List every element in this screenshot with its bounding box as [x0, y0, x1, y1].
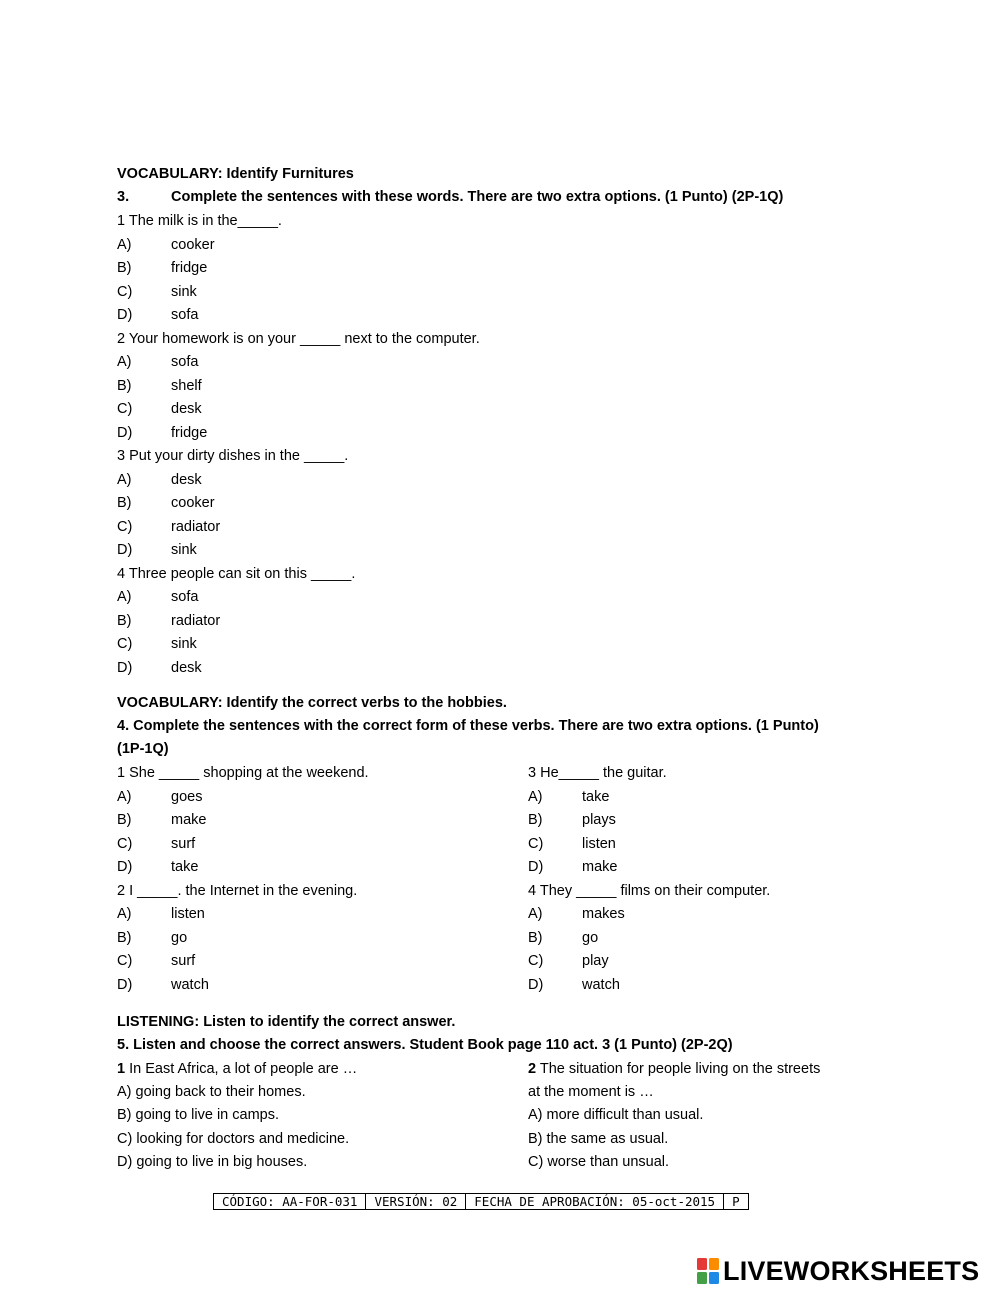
q4-3-option-d-letter: D): [528, 859, 544, 875]
q3-1-option-b-letter: B): [117, 260, 132, 276]
q3-1-option-d-letter: D): [117, 307, 133, 323]
q4-2-option-b-letter: B): [117, 930, 132, 946]
q3-3-option-a-letter: A): [117, 472, 132, 488]
q4-2-option-b[interactable]: go: [171, 930, 188, 946]
q4-1-option-a-letter: A): [117, 789, 132, 805]
footer-codigo: CÓDIGO: AA-FOR-031: [214, 1194, 366, 1210]
q5-2-text: The situation for people living on the streets: [536, 1061, 821, 1077]
q4-1-option-d[interactable]: take: [171, 859, 199, 875]
q4-2-option-d[interactable]: watch: [171, 977, 209, 993]
q3-4-option-c[interactable]: sink: [171, 636, 197, 652]
q3-1-option-d[interactable]: sofa: [171, 307, 199, 323]
section-4-instruction-cont: (1P-1Q): [117, 741, 169, 757]
q4-4-option-c-letter: C): [528, 953, 544, 969]
section-3-instruction: Complete the sentences with these words. There are two extra options. (1 Punto) (2P-1Q): [171, 189, 784, 205]
section-4-instruction: 4. Complete the sentences with the correct form of these verbs. There are two extra options. (1 Punto): [117, 718, 819, 734]
liveworksheets-logo: [697, 1256, 979, 1286]
q3-3-option-b[interactable]: cooker: [171, 495, 215, 511]
q5-2-prompt: [528, 1062, 820, 1077]
q5-1-option-b[interactable]: B) going to live in camps.: [117, 1107, 279, 1123]
q3-2-prompt: 2 Your homework is on your _____ next to the computer.: [117, 331, 480, 347]
q4-2-option-a[interactable]: listen: [171, 906, 205, 922]
section-3-number: 3.: [117, 189, 130, 205]
q3-1-option-c-letter: C): [117, 284, 133, 300]
q5-2-option-a[interactable]: A) more difficult than usual.: [528, 1107, 704, 1123]
q3-2-option-d[interactable]: fridge: [171, 425, 208, 441]
section-5-heading: LISTENING: Listen to identify the correct answer.: [117, 1014, 456, 1030]
q3-4-option-a[interactable]: sofa: [171, 589, 199, 605]
q4-3-option-c-letter: C): [528, 836, 544, 852]
q5-2-option-b[interactable]: B) the same as usual.: [528, 1131, 669, 1147]
q4-4-option-b[interactable]: go: [582, 930, 599, 946]
q3-3-option-a[interactable]: desk: [171, 472, 202, 488]
q3-1-option-b[interactable]: fridge: [171, 260, 208, 276]
q5-1-option-c[interactable]: C) looking for doctors and medicine.: [117, 1131, 350, 1147]
footer-page: P: [724, 1194, 749, 1210]
section-5-instruction: 5. Listen and choose the correct answers. Student Book page 110 act. 3 (1 Punto) (2P-2Q): [117, 1037, 733, 1053]
liveworksheets-logo-icon: [697, 1258, 719, 1284]
q3-2-option-c-letter: C): [117, 401, 133, 417]
q3-2-option-a-letter: A): [117, 354, 132, 370]
section-3-heading: VOCABULARY: Identify Furnitures: [117, 166, 354, 182]
q4-1-option-b[interactable]: make: [171, 812, 207, 828]
q5-1-number: 1: [117, 1061, 126, 1077]
q4-2-prompt: 2 I _____. the Internet in the evening.: [117, 883, 358, 899]
q3-4-option-d-letter: D): [117, 660, 133, 676]
q5-2-number: 2: [528, 1061, 537, 1077]
q4-4-option-a[interactable]: makes: [582, 906, 625, 922]
q5-1-option-d[interactable]: D) going to live in big houses.: [117, 1154, 308, 1170]
q4-1-option-c[interactable]: surf: [171, 836, 196, 852]
q3-4-option-b-letter: B): [117, 613, 132, 629]
q4-3-option-c[interactable]: listen: [582, 836, 616, 852]
q5-1-option-a[interactable]: A) going back to their homes.: [117, 1084, 306, 1100]
q4-4-option-d-letter: D): [528, 977, 544, 993]
q3-1-option-c[interactable]: sink: [171, 284, 197, 300]
q4-2-option-d-letter: D): [117, 977, 133, 993]
footer-version: VERSIÓN: 02: [366, 1194, 466, 1210]
q3-2-option-d-letter: D): [117, 425, 133, 441]
q3-2-option-b[interactable]: shelf: [171, 378, 202, 394]
q4-3-option-b[interactable]: plays: [582, 812, 616, 828]
q4-3-option-a[interactable]: take: [582, 789, 610, 805]
q4-1-prompt: 1 She _____ shopping at the weekend.: [117, 765, 369, 781]
q5-2-prompt-cont: at the moment is …: [528, 1084, 654, 1100]
q3-4-prompt: 4 Three people can sit on this _____.: [117, 566, 356, 582]
q3-1-prompt: 1 The milk is in the_____.: [117, 213, 282, 229]
q5-1-prompt: [117, 1062, 357, 1077]
q3-2-option-b-letter: B): [117, 378, 132, 394]
q4-2-option-a-letter: A): [117, 906, 132, 922]
q4-1-option-a[interactable]: goes: [171, 789, 203, 805]
q4-3-prompt: 3 He_____ the guitar.: [528, 765, 667, 781]
q3-4-option-c-letter: C): [117, 636, 133, 652]
q4-1-option-d-letter: D): [117, 859, 133, 875]
section-4-heading: VOCABULARY: Identify the correct verbs to the hobbies.: [117, 695, 507, 711]
q3-3-option-c[interactable]: radiator: [171, 519, 221, 535]
q4-2-option-c-letter: C): [117, 953, 133, 969]
q4-4-prompt: 4 They _____ films on their computer.: [528, 883, 771, 899]
footer-fecha: FECHA DE APROBACIÓN: 05-oct-2015: [466, 1194, 724, 1210]
q3-1-option-a[interactable]: cooker: [171, 237, 215, 253]
q3-3-option-c-letter: C): [117, 519, 133, 535]
q4-3-option-a-letter: A): [528, 789, 543, 805]
liveworksheets-logo-text: LIVEWORKSHEETS: [723, 1255, 980, 1286]
q3-1-option-a-letter: A): [117, 237, 132, 253]
q4-3-option-d[interactable]: make: [582, 859, 618, 875]
q4-1-option-c-letter: C): [117, 836, 133, 852]
q3-2-option-c[interactable]: desk: [171, 401, 202, 417]
q4-1-option-b-letter: B): [117, 812, 132, 828]
q3-3-prompt: 3 Put your dirty dishes in the _____.: [117, 448, 349, 464]
q4-3-option-b-letter: B): [528, 812, 543, 828]
q5-2-option-c[interactable]: C) worse than unsual.: [528, 1154, 670, 1170]
q3-3-option-d-letter: D): [117, 542, 133, 558]
q3-3-option-d[interactable]: sink: [171, 542, 197, 558]
q4-4-option-d[interactable]: watch: [582, 977, 620, 993]
q3-4-option-a-letter: A): [117, 589, 132, 605]
q5-1-text: In East Africa, a lot of people are …: [125, 1061, 358, 1077]
q3-4-option-d[interactable]: desk: [171, 660, 202, 676]
q4-4-option-b-letter: B): [528, 930, 543, 946]
q4-2-option-c[interactable]: surf: [171, 953, 196, 969]
document-control-footer: [213, 1193, 749, 1210]
q4-4-option-a-letter: A): [528, 906, 543, 922]
q3-4-option-b[interactable]: radiator: [171, 613, 221, 629]
q3-3-option-b-letter: B): [117, 495, 132, 511]
q4-4-option-c[interactable]: play: [582, 953, 609, 969]
q3-2-option-a[interactable]: sofa: [171, 354, 199, 370]
